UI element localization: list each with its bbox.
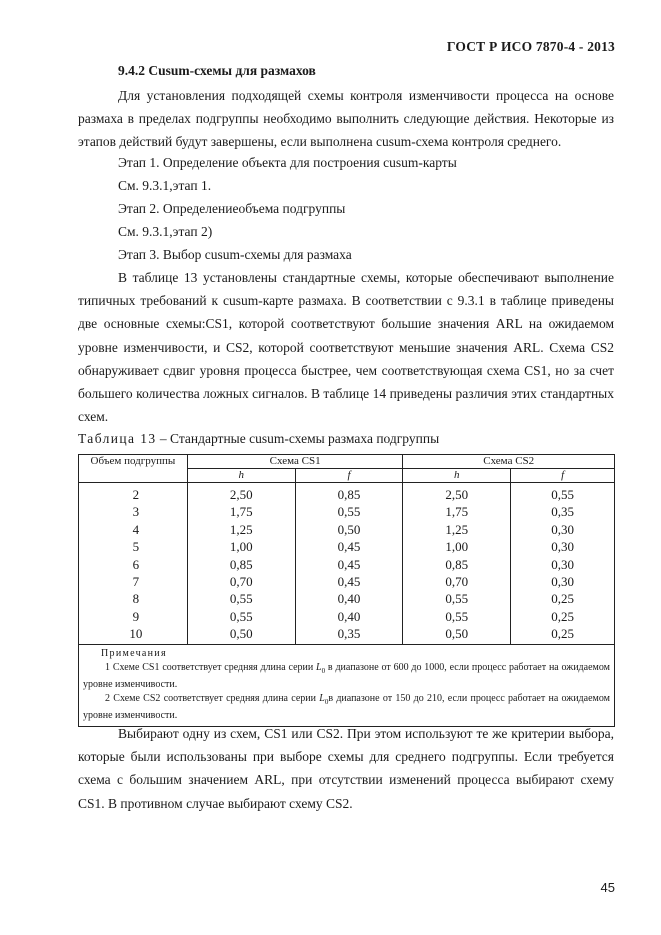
- col-header-cs2: Схема CS2: [403, 455, 615, 469]
- note-1: [83, 661, 610, 692]
- note-2-suffix: в: [328, 692, 334, 704]
- column-cs2-f: [511, 483, 615, 645]
- note-2-text-a: 2 Схеме CS2 соответствует средняя длина серии: [105, 692, 320, 704]
- note-1-text-b: в диапазоне от 600 до 1000, если процесс работает на ожидаемом уровне изменчивости.: [83, 661, 610, 690]
- paragraph-schemes: В таблице 13 установлены стандартные схемы, которые обеспечивают выполнение типичных требований к cusum-карте размаха. В соответствии с 9.3.1 в таблице приведены две основные схемы:CS1, которой соответствуют большие значения ARL на ожидаемом уровне изменчивости, и CS2, которой соответствуют меньшие значения ARL. Схема CS2 обнаруживает сдвиг уровня процесса быстрее, чем соответствующая схема CS1, но за счет большего количества ложных сигналов. В таблице 14 приведены различия этих стандартных схем.: [78, 270, 614, 425]
- step-3: Этап 3. Выбор cusum-схемы для размаха: [118, 247, 352, 262]
- note-2-text-b: диапазоне от 150 до 210, если процесс работает на ожидаемом уровне изменчивости.: [83, 692, 610, 721]
- table-notes: [79, 644, 615, 726]
- cs2-h-values: 2,50 1,75 1,25 1,00 0,85 0,70 0,55 0,55 0,50: [445, 487, 469, 642]
- note-2-symbol: L: [319, 692, 325, 704]
- section-title: 9.4.2 Cusum-схемы для размахов: [118, 63, 316, 78]
- note-1-subscript: 0: [321, 666, 326, 675]
- col-header-subgroup: Объем подгруппы: [79, 455, 188, 483]
- column-cs1-h: [187, 483, 295, 645]
- step-1: Этап 1. Определение объекта для построения cusum-карты: [118, 155, 457, 170]
- notes-title: Примечания: [101, 647, 167, 659]
- column-cs1-f: [295, 483, 403, 645]
- cs1-f-values: 0,85 0,55 0,50 0,45 0,45 0,45 0,40 0,40 0,35: [337, 487, 361, 642]
- step-1-ref: См. 9.3.1,этап 1.: [118, 178, 212, 193]
- col-header-cs1-h: h: [187, 469, 295, 483]
- cs2-f-values: 0,55 0,35 0,30 0,30 0,30 0,30 0,25 0,25 0,25: [551, 487, 574, 642]
- step-2: Этап 2. Определениеобъема подгруппы: [118, 201, 346, 216]
- document-code-header: ГОСТ Р ИСО 7870-4 - 2013: [446, 39, 615, 54]
- subgroup-sizes-values: 2 3 4 5 6 7 8 9 10: [129, 487, 143, 642]
- col-header-cs2-h: h: [403, 469, 511, 483]
- column-cs2-h: [403, 483, 511, 645]
- column-subgroup-sizes: [79, 483, 188, 645]
- cs1-h-values: 2,50 1,75 1,25 1,00 0,85 0,70 0,55 0,55 0,50: [229, 487, 253, 642]
- table-caption-title: – Стандартные cusum-схемы размаха подгруппы: [156, 431, 440, 446]
- note-2-subscript: 0: [324, 697, 329, 706]
- table-caption-label: Таблица 13: [78, 431, 157, 446]
- step-2-ref: См. 9.3.1,этап 2): [118, 224, 213, 239]
- col-header-cs1-f: f: [295, 469, 403, 483]
- table-caption: [78, 431, 439, 447]
- col-header-cs1: Схема CS1: [187, 455, 403, 469]
- col-header-cs2-f: f: [511, 469, 615, 483]
- table-standard-schemes: [78, 454, 615, 727]
- paragraph-choice: Выбирают одну из схем, CS1 или CS2. При этом используют те же критерии выбора, которые были использованы при выборе схемы для среднего подгруппы. Если требуется схема с большим значением ARL, при отсутствии изменений процесса выбирают схему CS1. В противном случае выбирают схему CS2.: [78, 726, 614, 811]
- page-number: 45: [600, 880, 615, 895]
- note-1-symbol: L: [316, 661, 322, 673]
- paragraph-intro: Для установления подходящей схемы контроля изменчивости процесса на основе размаха в пределах подгруппы необходимо выполнить следующие действия. Некоторые из этапов действий будут завершены, если выполнена cusum-схема контроля среднего.: [78, 88, 614, 150]
- note-2: [83, 692, 610, 723]
- note-1-text-a: 1 Схеме CS1 соответствует средняя длина серии: [105, 661, 317, 673]
